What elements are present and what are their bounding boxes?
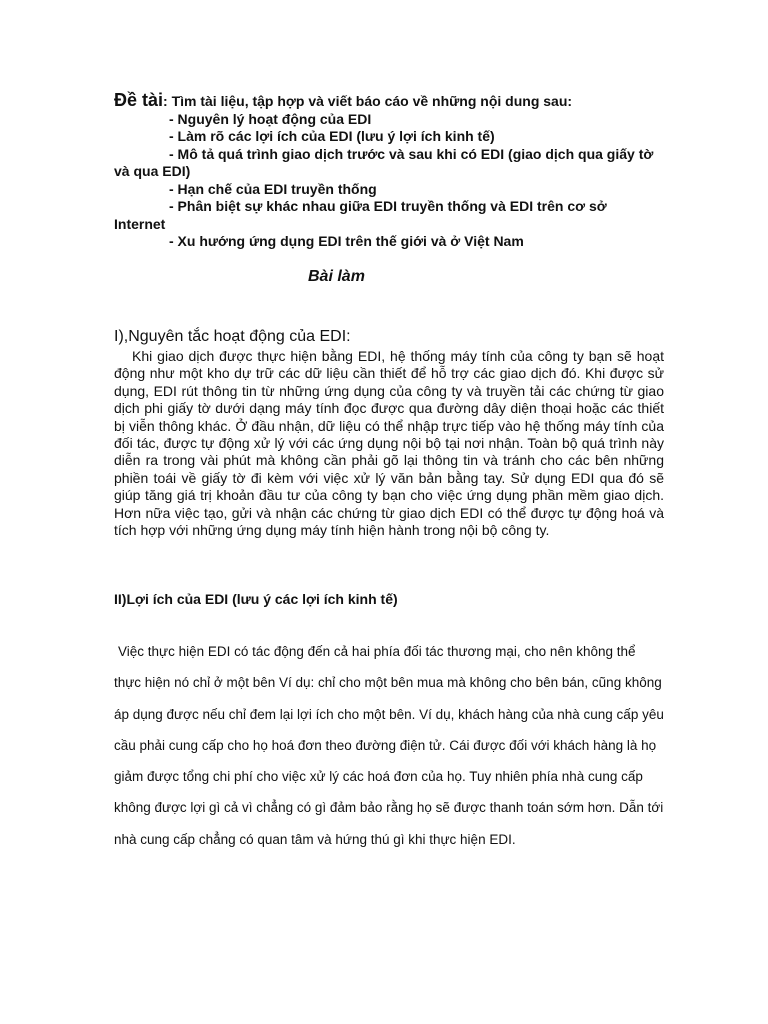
bai-lam-heading: Bài làm	[308, 268, 365, 285]
section2-body: Việc thực hiện EDI có tác động đến cả hai phía đối tác thương mại, cho nên không thể thực hiện nó chỉ ở một bên Ví dụ: chỉ cho một bên mua mà không cho bên bán, cũng không áp dụng được nếu chỉ đem lại lợi ích cho một bên. Ví dụ, khách hàng của nhà cung cấp yêu cầu phải cung cấp cho họ hoá đơn theo đường điện tử. Cái được đối với khách hàng là họ giảm được tổng chi phí cho việc xử lý các hoá đơn của họ. Tuy nhiên phía nhà cung cấp không được lợi gì cả vì chẳng có gì đảm bảo rằng họ sẽ được thanh toán sớm hơn. Dẫn tới nhà cung cấp chẳng có quan tâm và hứng thú gì khi thực hiện EDI.	[114, 644, 664, 847]
topic-item: - Phân biệt sự khác nhau giữa EDI truyền thống và EDI trên cơ sở Internet	[114, 198, 607, 232]
topic-item: - Xu hướng ứng dụng EDI trên thế giới và ở Việt Nam	[169, 233, 524, 249]
topic-item: - Làm rõ các lợi ích của EDI (lưu ý lợi ích kinh tế)	[169, 128, 495, 144]
topic-intro: : Tìm tài liệu, tập hợp và viết báo cáo về những nội dung sau:	[163, 93, 573, 109]
topic-item: - Nguyên lý hoạt động của EDI	[169, 110, 372, 127]
topic-label: Đề tài	[114, 90, 164, 110]
section1-heading: I),Nguyên tắc hoạt động của EDI:	[114, 328, 351, 345]
section1-body: Khi giao dịch được thực hiện bằng EDI, hệ thống máy tính của công ty bạn sẽ hoạt động như một kho dự trữ các dữ liệu cần thiết để hỗ trợ các giao dịch đó. Khi được sử dụng, EDI rút thông tin từ những ứng dụng của công ty và truyền tải các chứng từ giao dịch phi giấy tờ dưới dạng máy tính đọc được qua đường dây diện thoại hoặc các thiết bị viễn thông khác. Ở đầu nhận, dữ liệu có thể nhập trực tiếp vào hệ thống máy tính của đối tác, được tự động xử lý với các ứng dụng nội bộ tại nơi nhận. Toàn bộ quá trình này diễn ra trong vài phút mà không cần phải gõ lại thông tin và tránh cho các bên những phiền toái về giấy tờ đi kèm với việc xử lý văn bản bằng tay. Sử dụng EDI qua đó sẽ giúp tăng giá trị khoản đầu tư của công ty bạn cho việc ứng dụng phần mềm giao dịch. Hơn nữa việc tạo, gửi và nhận các chứng từ giao dịch EDI có thể được tự động hoá và tích hợp với những ứng dụng máy tính hiện hành trong nội bộ công ty.	[114, 348, 664, 539]
topic-intro-line	[114, 92, 654, 111]
topic-item: - Hạn chế của EDI truyền thống	[169, 180, 377, 197]
topic-item: - Mô tả quá trình giao dịch trước và sau khi có EDI (giao dịch qua giấy tờ và qua EDI)	[114, 145, 654, 179]
section2-heading: II)Lợi ích của EDI (lưu ý các lợi ích kinh tế)	[114, 591, 398, 607]
topic-block	[114, 92, 654, 251]
